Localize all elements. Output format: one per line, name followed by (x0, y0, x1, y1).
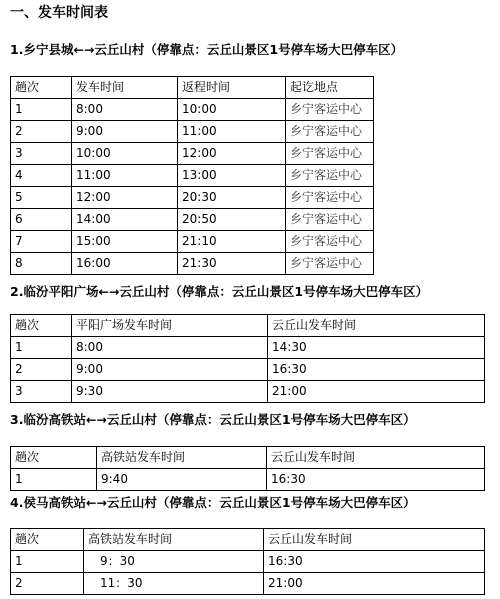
table-header-row (11, 529, 485, 551)
header-cell: 趟次 (11, 315, 72, 337)
table-cell: 2 (11, 573, 84, 595)
header-cell: 高铁站发车时间 (84, 529, 264, 551)
table-cell: 1 (11, 551, 84, 573)
table-cell: 10:00 (178, 99, 286, 121)
table-cell: 9:30 (72, 381, 268, 403)
table-cell: 1 (11, 337, 72, 359)
table-cell: 12:00 (178, 143, 286, 165)
page-title: 一、发车时间表 (10, 5, 108, 21)
header-cell: 趟次 (11, 77, 72, 99)
table-cell: 16:30 (264, 551, 485, 573)
route-1-title: 1.乡宁县城←→云丘山村（停靠点：云丘山景区1号停车场大巴停车区） (10, 42, 404, 57)
route-3-title: 3.临汾高铁站←→云丘山村（停靠点：云丘山景区1号停车场大巴停车区） (10, 412, 416, 427)
table-cell: 16:30 (267, 469, 485, 491)
table-header-row (11, 77, 374, 99)
header-cell: 平阳广场发车时间 (72, 315, 268, 337)
table-cell: 2 (11, 359, 72, 381)
table-cell: 8 (11, 253, 72, 275)
table-cell: 21:00 (264, 573, 485, 595)
table-cell: 乡宁客运中心 (286, 253, 374, 275)
route-3-table (10, 446, 485, 491)
table-cell: 9:00 (72, 359, 268, 381)
table-cell: 9:00 (72, 121, 178, 143)
table-row (11, 359, 485, 381)
header-cell: 趟次 (11, 529, 84, 551)
table-row (11, 99, 374, 121)
route-2-title: 2.临汾平阳广场←→云丘山村（停靠点：云丘山景区1号停车场大巴停车区） (10, 284, 429, 299)
table-row (11, 573, 485, 595)
table-cell: 16:00 (72, 253, 178, 275)
table-cell: 9:40 (97, 469, 267, 491)
header-cell: 云丘山发车时间 (268, 315, 485, 337)
table-cell: 乡宁客运中心 (286, 231, 374, 253)
table-cell: 3 (11, 143, 72, 165)
table-cell: 8:00 (72, 99, 178, 121)
table-header-row (11, 447, 485, 469)
table-cell: 21:10 (178, 231, 286, 253)
table-cell: 13:00 (178, 165, 286, 187)
table-row (11, 551, 485, 573)
table-cell: 12:00 (72, 187, 178, 209)
table-cell: 2 (11, 121, 72, 143)
table-cell: 乡宁客运中心 (286, 209, 374, 231)
table-row (11, 231, 374, 253)
route-4-table (10, 528, 485, 595)
table-row (11, 381, 485, 403)
header-cell: 云丘山发车时间 (267, 447, 485, 469)
table-row (11, 253, 374, 275)
header-cell: 趟次 (11, 447, 97, 469)
table-cell: 21:30 (178, 253, 286, 275)
table-cell: 7 (11, 231, 72, 253)
table-row (11, 187, 374, 209)
table-cell: 21:00 (268, 381, 485, 403)
table-cell: 8:00 (72, 337, 268, 359)
header-cell: 发车时间 (72, 77, 178, 99)
table-cell: 乡宁客运中心 (286, 121, 374, 143)
table-row (11, 165, 374, 187)
table-cell: 乡宁客运中心 (286, 165, 374, 187)
table-cell: 1 (11, 469, 97, 491)
table-header-row (11, 315, 485, 337)
table-cell: 1 (11, 99, 72, 121)
table-cell: 乡宁客运中心 (286, 187, 374, 209)
table-cell: 20:50 (178, 209, 286, 231)
table-row (11, 143, 374, 165)
table-row (11, 121, 374, 143)
table-cell: 20:30 (178, 187, 286, 209)
table-cell: 11:00 (178, 121, 286, 143)
table-cell: 5 (11, 187, 72, 209)
table-cell: 11：30 (84, 573, 264, 595)
table-cell: 4 (11, 165, 72, 187)
table-cell: 10:00 (72, 143, 178, 165)
header-cell: 云丘山发车时间 (264, 529, 485, 551)
header-cell: 返程时间 (178, 77, 286, 99)
route-4-title: 4.侯马高铁站←→云丘山村（停靠点：云丘山景区1号停车场大巴停车区） (10, 495, 416, 510)
table-cell: 11:00 (72, 165, 178, 187)
table-cell: 3 (11, 381, 72, 403)
table-cell: 乡宁客运中心 (286, 143, 374, 165)
table-row (11, 209, 374, 231)
table-row (11, 469, 485, 491)
header-cell: 起讫地点 (286, 77, 374, 99)
table-cell: 16:30 (268, 359, 485, 381)
table-cell: 9：30 (84, 551, 264, 573)
table-cell: 14:30 (268, 337, 485, 359)
header-cell: 高铁站发车时间 (97, 447, 267, 469)
table-cell: 乡宁客运中心 (286, 99, 374, 121)
table-cell: 15:00 (72, 231, 178, 253)
route-1-table (10, 76, 374, 275)
table-cell: 14:00 (72, 209, 178, 231)
table-row (11, 337, 485, 359)
route-2-table (10, 314, 485, 403)
table-cell: 6 (11, 209, 72, 231)
